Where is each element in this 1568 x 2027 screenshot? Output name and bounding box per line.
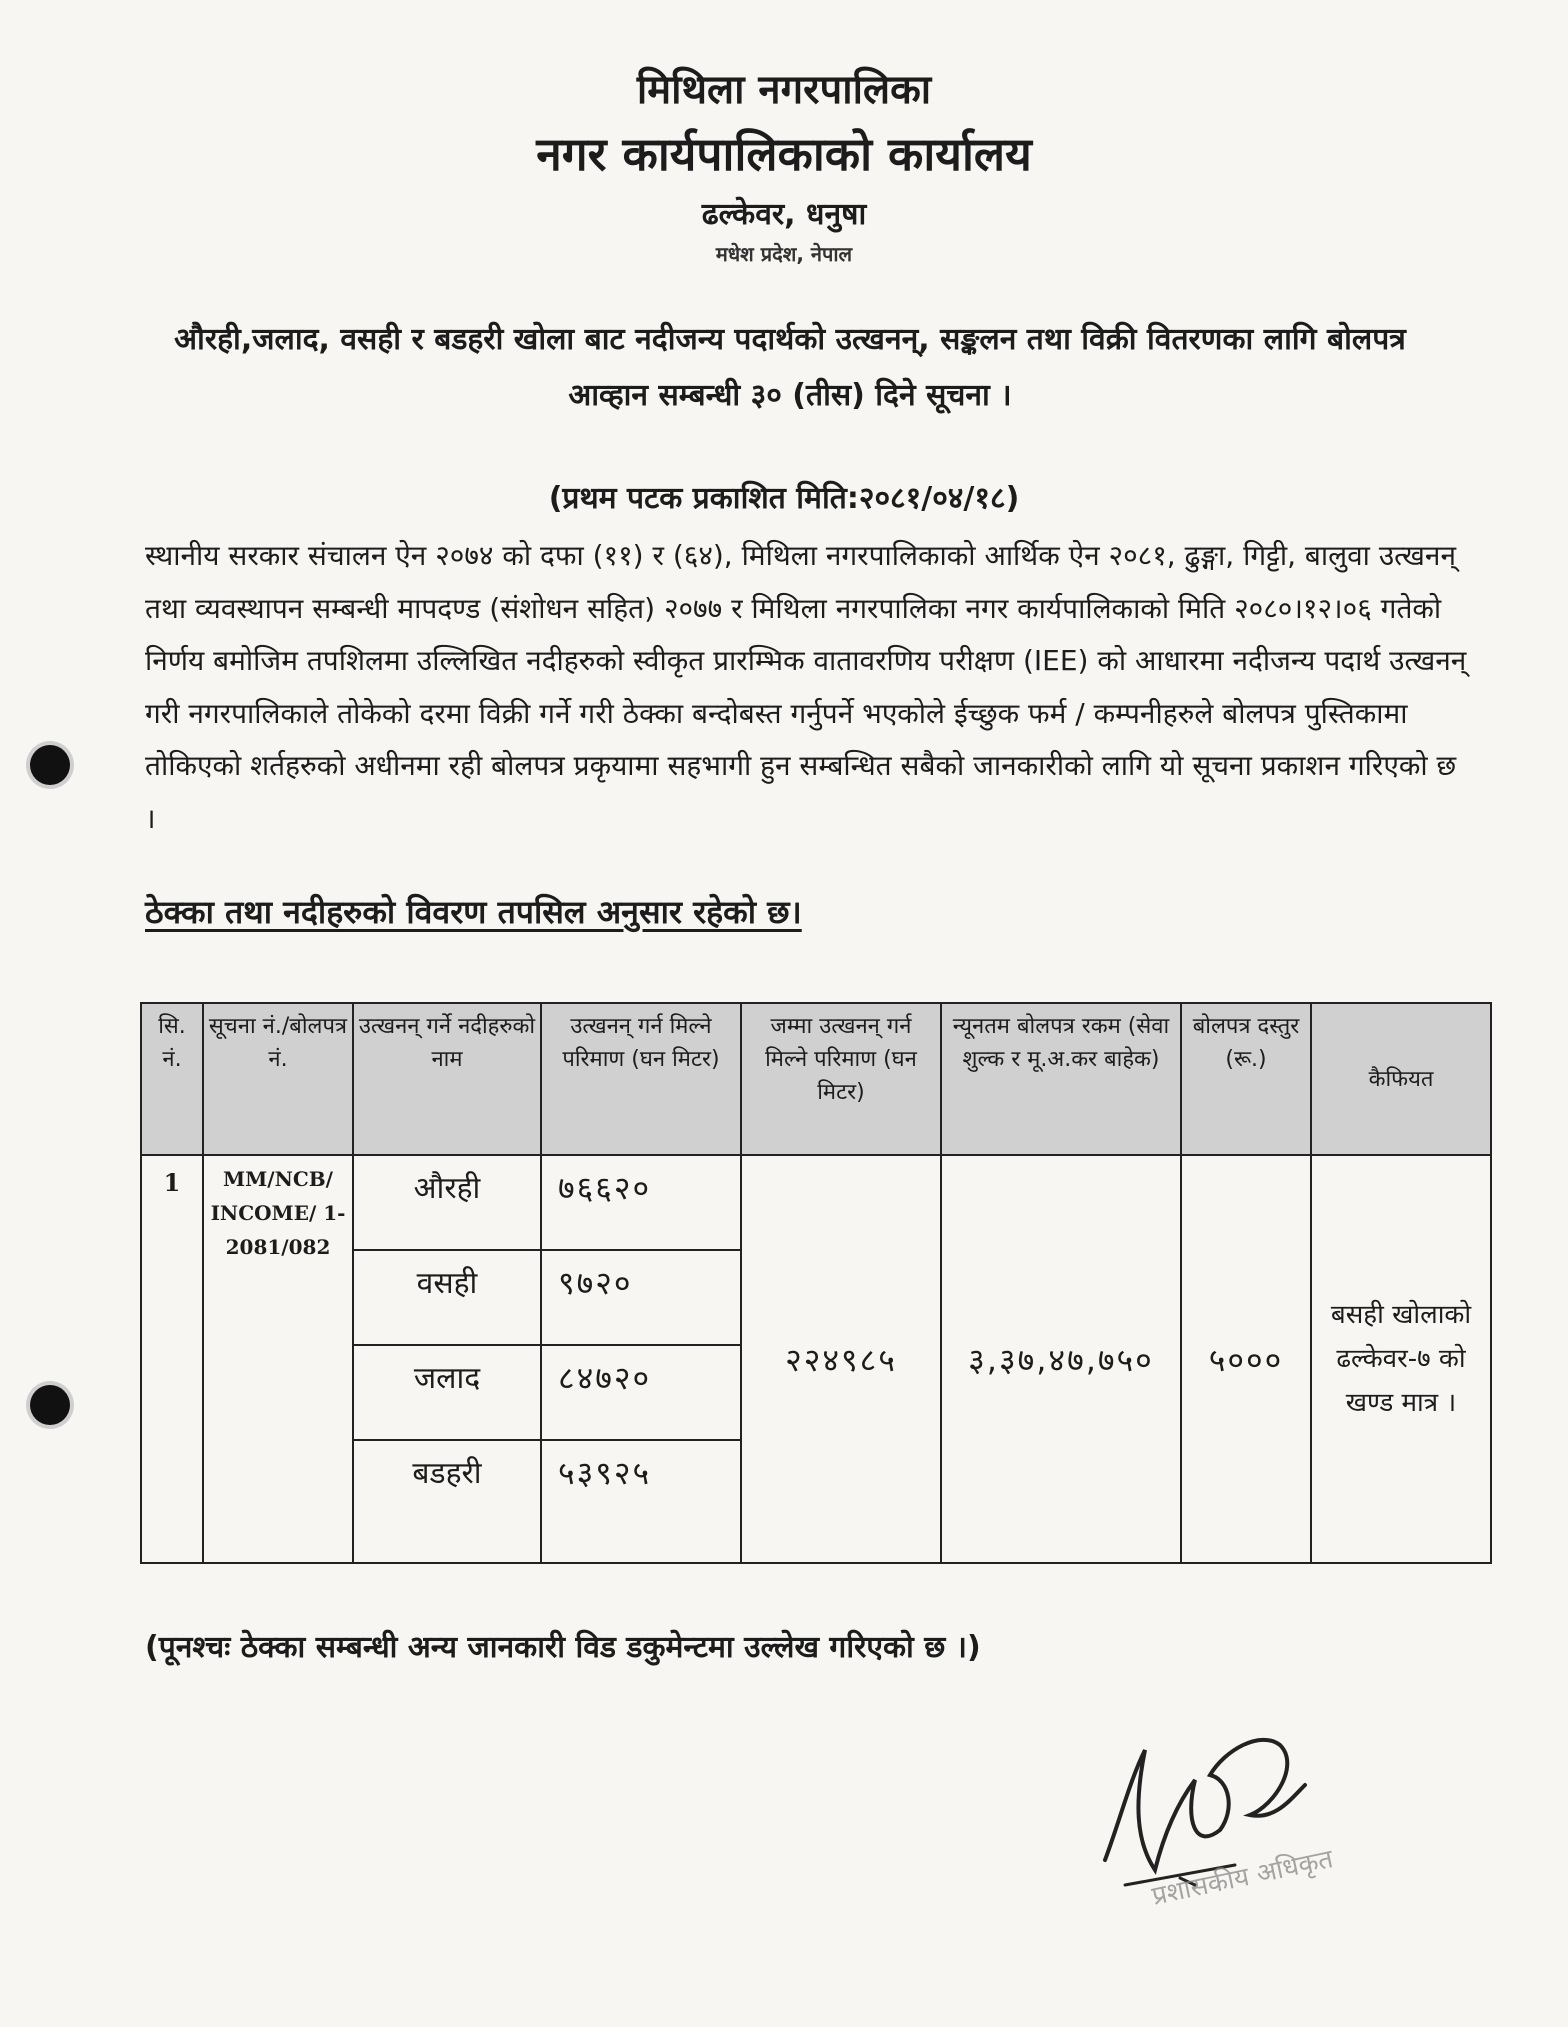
cell-bid-fee: ५००० <box>1181 1155 1311 1563</box>
publication-date: (प्रथम पटक प्रकाशित मिति:२०८१/०४/१८) <box>548 481 1020 516</box>
postscript: (पूनश्चः ठेक्का सम्बन्धी अन्य जानकारी विड डकुमेन्टमा उल्लेख गरिएको छ ।) <box>145 1630 981 1665</box>
cell-river-name: बडहरी <box>353 1440 541 1563</box>
cell-river-name: जलाद <box>353 1345 541 1440</box>
contract-table <box>140 1002 1492 1564</box>
cell-serial: 1 <box>141 1155 203 1563</box>
cell-remarks: बसही खोलाको ढल्केवर-७ को खण्ड मात्र । <box>1311 1155 1491 1563</box>
header-total-quantity: जम्मा उत्खनन् गर्न मिल्ने परिमाण (घन मिटर) <box>741 1003 941 1155</box>
punch-hole <box>30 1385 70 1425</box>
cell-river-name: वसही <box>353 1250 541 1345</box>
header-quantity: उत्खनन् गर्न मिल्ने परिमाण (घन मिटर) <box>541 1003 741 1155</box>
cell-river-quantity: ७६६२० <box>541 1155 741 1250</box>
cell-min-bid-amount: ३,३७,४७,७५० <box>941 1155 1181 1563</box>
cell-notice-no: MM/NCB/ INCOME/ 1-2081/082 <box>203 1155 353 1563</box>
table-header-row <box>141 1003 1491 1155</box>
cell-river-name: औरही <box>353 1155 541 1250</box>
header-serial: सि. नं. <box>141 1003 203 1155</box>
office-province: मधेश प्रदेश, नेपाल <box>715 242 853 266</box>
cell-river-quantity: ९७२० <box>541 1250 741 1345</box>
cell-total-quantity: २२४९८५ <box>741 1155 941 1563</box>
header-river-name: उत्खनन् गर्ने नदीहरुको नाम <box>353 1003 541 1155</box>
notice-subject: औरही,जलाद, वसही र बडहरी खोला बाट नदीजन्य पदार्थको उत्खनन्, सङ्कलन तथा विक्री वितरणका लागि बोलपत्र आव्हान सम्बन्धी ३० (तीस) दिने सूचना । <box>174 322 1406 413</box>
office-name: नगर कार्यपालिकाको कार्यालय <box>536 127 1032 181</box>
table-row <box>141 1155 1491 1250</box>
header-notice-no: सूचना नं./बोलपत्र नं. <box>203 1003 353 1155</box>
notice-body: स्थानीय सरकार संचालन ऐन २०७४ को दफा (११) र (६४), मिथिला नगरपालिकाको आर्थिक ऐन २०८१, ढुङ्गा, गिट्टी, बालुवा उत्खनन् तथा व्यवस्थापन सम्बन्धी मापदण्ड (संशोधन सहित) २०७७ र मिथिला नगरपालिका नगर कार्यपालिकाको मिति २०८०।१२।०६ गतेको निर्णय बमोजिम तपशिलमा उल्लिखित नदीहरुको स्वीकृत प्रारम्भिक वातावरणिय परीक्षण (IEE) को आधारमा नदीजन्य पदार्थ उत्खनन् गरी नगरपालिकाले तोकेको दरमा विक्री गर्ने गरी ठेक्का बन्दोबस्त गर्नुपर्ने भएकोले ईच्छुक फर्म / कम्पनीहरुले बोलपत्र पुस्तिकामा तोकिएको शर्तहरुको अधीनमा रही बोलपत्र प्रकृयामा सहभागी हुन सम्बन्धित सबैको जानकारीको लागि यो सूचना प्रकाशन गरिएको छ । <box>145 539 1467 835</box>
cell-river-quantity: ८४७२० <box>541 1345 741 1440</box>
table-heading: ठेक्का तथा नदीहरुको विवरण तपसिल अनुसार रहेको छ। <box>145 893 802 931</box>
municipality-name: मिथिला नगरपालिका <box>636 67 932 113</box>
signature-caption: प्रशासकीय अधिकृत <box>1149 1844 1336 1912</box>
office-location: ढल्केवर, धनुषा <box>701 197 867 232</box>
header-min-bid: न्यूनतम बोलपत्र रकम (सेवा शुल्क र मू.अ.कर बाहेक) <box>941 1003 1181 1155</box>
punch-hole <box>30 745 70 785</box>
header-bid-fee: बोलपत्र दस्तुर (रू.) <box>1181 1003 1311 1155</box>
cell-river-quantity: ५३९२५ <box>541 1440 741 1563</box>
header-remarks: कैफियत <box>1311 1003 1491 1155</box>
